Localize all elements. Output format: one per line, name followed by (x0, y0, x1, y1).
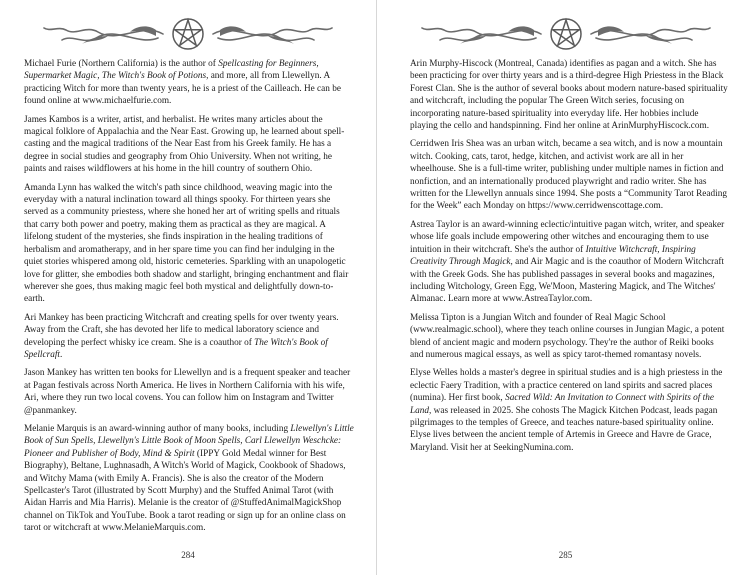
bio-text: and more, all from Llewellyn. A practicing Witch for more than twenty years, he is a priest of the Cailleach. He can be found online at www.michaelfurie.com. (24, 71, 341, 107)
bio-text: and Air Magic and is the coauthor of Modern Witchcraft with the Greek Gods. She has published passages in several books and magazines, including Witchology, Green Egg, We'Moon, Mastering Magick, and The Witches' Almanac. Learn more at www.AstreaTaylor.com. (410, 257, 724, 305)
bio-text: Jason Mankey has written ten books for Llewellyn and is a frequent speaker and teacher at Pagan festivals across North America. He lives in Northern California with his wife, Ari, where they run two local covens. You can follow him on Instagram and Twitter @panmankey. (24, 368, 351, 416)
pentacle-ornament-icon (416, 14, 716, 54)
page-number: 285 (558, 550, 573, 560)
bio-paragraph (410, 367, 728, 454)
bio-paragraph (24, 58, 354, 108)
bio-text: Melissa Tipton is a Jungian Witch and founder of Real Magic School (www.realmagic.school), where they teach online courses in Jungian Magic, a potent blend of ancient magic and modern psychology. They're the author of Reiki books and numerous magical essays, as well as spicy tarot-themed romantasy novels. (410, 312, 725, 360)
pentacle-ornament-icon (38, 14, 338, 54)
bio-text: James Kambos is a writer, artist, and herbalist. He writes many articles about the magical folklore of Appalachia and the Near East. Growing up, he learned about spell-casting and the magical traditions of the Near East from his Greek family. He has a degree in social studies and geography from Ohio University. When not writing, he paints and raises wildflowers at his home in the hill country of southern Ohio. (24, 114, 345, 175)
bio-paragraph (410, 219, 728, 306)
bio-paragraph (410, 312, 728, 362)
bio-text: Melanie Marquis is an award-winning author of many books, including (24, 423, 291, 434)
bio-paragraph (24, 182, 354, 306)
bio-text: Amanda Lynn has walked the witch's path since childhood, weaving magic into the everyday with a natural inclination toward all things spooky. For thirteen years she served as a community priestess, where she honed her art of writing spells and rituals that carry both power and poetry, making them as practical as they are magical. A lifelong student of the mysteries, she finds inspiration in the healing traditions of herbalism and aromatherapy, and in her spare time you can find her indulging in the quiet stories whispered among old, historic cemeteries. Sparkling with an unapologetic love for glitter, she embodies both shadow and starlight, bringing enchantment and flair wherever she goes, thus making magic feel both mystical and delightfully down-to-earth. (24, 182, 349, 305)
bio-text: Michael Furie (Northern California) is the author of (24, 59, 219, 69)
bio-text: (IPPY Gold Medal winner for Best Biography), Beltane, Lughnasadh, A Witch's World of Magick, Cookbook of Shadows, and Witchy Mama (with Emily A. Francis). She is also the creator of the Modern Spellcaster's Tarot (illustrated by Scott Murphy) and the Stuffed Animal Tarot (with Aidan Harris and Mia Harris). Melanie is the creator of @StuffedAnimalMagickShop channel on TikTok and YouTube. Book a tarot reading or sign up for an online class on tarot or witchcraft at www.MelanieMarquis.com. (24, 448, 346, 534)
bio-title-italic: Sacred Wild: An Invitation to Connect with Spirits of the Land, (410, 393, 714, 416)
bio-text: . (59, 349, 63, 360)
bio-text: Cerridwen Iris Shea was an urban witch, became a sea witch, and is now a mountain witch. Cooking, cats, tarot, hedge, kitchen, and activist work are all in her wheelhouse. She is a full-time writer, publishing under multiple names in fiction and nonfiction, and an internationally produced playwright and radio writer. She has written for the Llewellyn annuals since 1994. She posts a “Community Tarot Reading for the Week” each Monday on https://www.cerridwenscottage.com. (410, 139, 727, 212)
bio-text: Elyse Welles holds a master's degree in spiritual studies and is a high priestess in the eclectic Faery Tradition, with a practice centered on land spirits and sacred places (numina). Her first book, (410, 368, 723, 404)
bio-text: Ari Mankey has been practicing Witchcraft and creating spells for over twenty years. Away from the Craft, she has devoted her life to medical laboratory science and developing the perfect whisky ice cream. She is a coauthor of (24, 312, 339, 348)
bio-title-italic: Intuitive Witchcraft, Inspiring Creativity Through Magick, (410, 244, 696, 268)
bio-paragraph (24, 312, 354, 362)
bio-text: was released in 2025. She cohosts The Magick Kitchen Podcast, leads pagan pilgrimages to the temples of Greece, and teaches nature-based spirituality online. Elyse lives between the ancient temple of Artemis in Greece and Havre de Grace, Maryland. Visit her at SeekingNumina.com. (410, 405, 718, 453)
bio-title-italic: Llewellyn's Little Book of Sun Spells, Llewellyn's Little Book of Moon Spells, Carl Llewellyn Weschcke: Pioneer and Publisher of Body, Mind & Spirit (24, 423, 354, 459)
right-page (377, 0, 754, 575)
bio-title-italic: The Witch's Book of Spellcraft (24, 337, 328, 360)
contributor-bios-left (24, 58, 354, 541)
bio-paragraph (24, 423, 354, 535)
bio-paragraph (24, 367, 354, 417)
bio-text: Arin Murphy-Hiscock (Montreal, Canada) identifies as pagan and a witch. She has been practicing for over thirty years and is a third-degree High Priestess in the Black Forest Clan. She is the author of several books about modern nature-based spirituality and witchcraft, including the popular The Green Witch series, focusing on incorporating nature-based spirituality into everyday life. Her hobbies include playing the cello and handspinning. Find her online at ArinMurphyHiscock.com. (410, 59, 728, 132)
page-number: 284 (181, 550, 195, 560)
bio-paragraph (410, 138, 728, 212)
bio-text: Astrea Taylor is an award-winning eclectic/intuitive pagan witch, writer, and speaker whose life goals include empowering other witches and encouraging them to use intuition in their witchcraft. She's the author of (410, 219, 725, 255)
bio-paragraph (410, 58, 728, 132)
bio-title-italic: Spellcasting for Beginners, Supermarket Magic, The Witch's Book of Potions, (24, 59, 319, 82)
contributor-bios-right (410, 58, 728, 460)
bio-paragraph (24, 114, 354, 176)
